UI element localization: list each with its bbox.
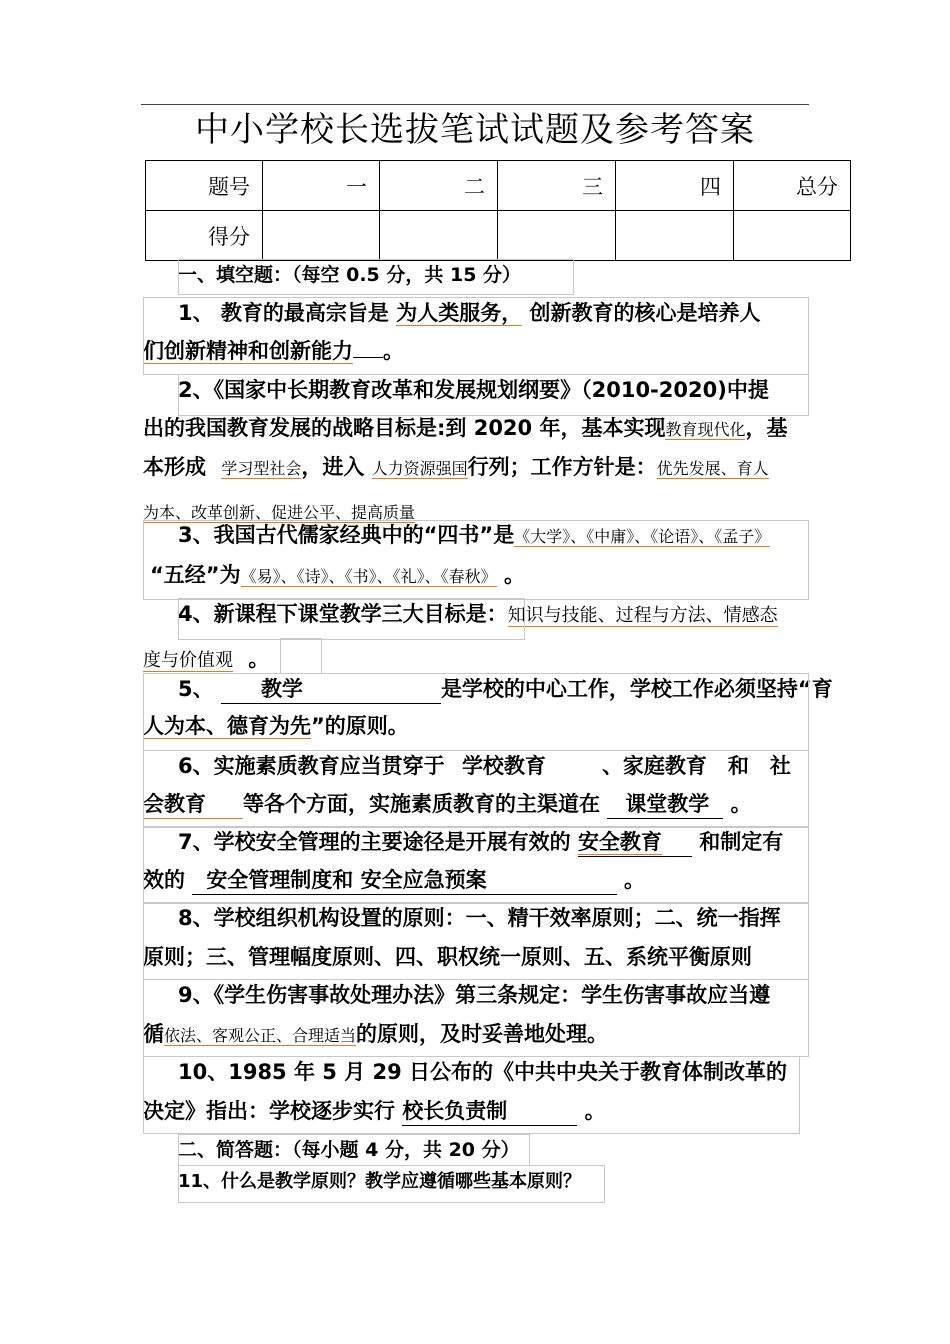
answer: 安全管理制度和 安全应急预案: [206, 868, 487, 892]
score-header-cell: 题号: [146, 161, 263, 211]
score-row-label: 得分: [146, 211, 263, 261]
answer-blank: [353, 357, 383, 358]
score-cell[interactable]: [380, 211, 498, 261]
score-cell[interactable]: [734, 211, 851, 261]
answer-handwritten: 知识与技能、过程与方法、情感态: [507, 605, 778, 626]
question-text: 。: [623, 868, 645, 892]
answer-handwritten: 为本、改革创新、促进公平、提高质量: [143, 503, 416, 522]
question-7-line-2: [143, 866, 645, 895]
score-header-cell: 总分: [734, 161, 851, 211]
question-text: ”的原则。: [311, 714, 409, 738]
section-heading-fill-in: 一、填空题：（每空 0.5 分，共 15 分）: [178, 264, 522, 286]
question-6-line-2: [143, 790, 752, 819]
answer-blank: [607, 790, 723, 819]
score-header-cell: 四: [616, 161, 734, 211]
answer: 课堂教学: [625, 792, 710, 816]
question-text: 本形成: [143, 455, 206, 479]
answer-blank: [402, 1097, 577, 1126]
question-8-line-1: 8、学校组织机构设置的原则：一、精干效率原则；二、统一指挥: [178, 906, 781, 930]
answer: 们创新精神和创新能力: [143, 339, 353, 363]
question-4-line-2: [143, 645, 269, 675]
answer: 教学: [260, 677, 303, 701]
answer: 学校教育: [461, 754, 546, 778]
question-text: 。: [248, 647, 270, 671]
score-header-cell: 一: [263, 161, 380, 211]
score-cell[interactable]: [263, 211, 380, 261]
answer-blank: [221, 675, 441, 704]
answer: 人为本、德育为先: [143, 714, 311, 738]
answer: 安全教育: [577, 830, 662, 854]
question-text: 效的: [143, 868, 185, 892]
question-3-line-1: [178, 521, 770, 551]
score-header-cell: 二: [380, 161, 498, 211]
score-table-score-row: [146, 211, 851, 261]
question-11: 11、什么是教学原则？教学应遵循哪些基本原则？: [178, 1171, 582, 1192]
answer: 校长负责制: [402, 1099, 508, 1123]
question-text: 创新教育的核心是培养人: [522, 301, 761, 325]
answer-handwritten: 学习型社会: [221, 459, 302, 478]
question-4-line-1: [178, 600, 778, 630]
question-text: 5、: [178, 677, 214, 701]
question-text: 6、实施素质教育应当贯穿于: [178, 754, 445, 778]
document-title: 中小学校长选拔笔试试题及参考答案: [195, 110, 755, 150]
question-text: 3、我国古代儒家经典中的“四书”是: [178, 523, 515, 547]
question-text: ，基: [745, 416, 788, 440]
question-text: 循: [143, 1022, 164, 1046]
question-text: 7、学校安全管理的主要途径是开展有效的: [178, 830, 571, 854]
answer-handwritten: 依法、客观公正、合理适当: [164, 1026, 357, 1045]
answer-handwritten: 人力资源强国: [371, 459, 468, 478]
question-9-line-1: 9、《学生伤害事故处理办法》第三条规定：学生伤害事故应当遵: [178, 983, 771, 1007]
score-header-cell: 三: [498, 161, 616, 211]
question-8-line-2: 原则；三、管理幅度原则、四、职权统一原则、五、系统平衡原则: [143, 945, 752, 969]
score-cell[interactable]: [616, 211, 734, 261]
text-frame: [280, 638, 322, 674]
question-6-line-1: [178, 752, 791, 780]
question-text: “五经”为: [150, 563, 241, 587]
question-text: 行列；工作方针是：: [467, 455, 657, 479]
answer-blank: [578, 828, 692, 857]
question-7-line-1: [178, 828, 783, 857]
question-text: 是学校的中心工作，学校工作必须坚持“育: [440, 677, 833, 701]
answer-blank: [192, 866, 616, 895]
question-5-line-2: [143, 712, 409, 740]
question-2-line-1: 2、《国家中长期教育改革和发展规划纲要》（2010-2020)中提: [178, 378, 769, 402]
score-cell[interactable]: [498, 211, 616, 261]
answer-handwritten: 《易》、《诗》、《书》、《礼》、《春秋》: [240, 567, 497, 586]
question-1-line-2: [143, 337, 404, 365]
question-10-line-2: [143, 1097, 606, 1126]
question-3-line-2: [150, 561, 525, 591]
question-2-line-2: [143, 414, 787, 444]
question-9-line-2: [143, 1020, 608, 1050]
question-text: 。: [503, 563, 525, 587]
answer-handwritten: 优先发展、育人: [656, 459, 769, 478]
question-text: 的原则，及时妥善地处理。: [356, 1022, 609, 1046]
question-text: 。: [383, 339, 404, 363]
question-10-line-1: 10、1985 年 5 月 29 日公布的《中共中央关于教育体制改革的: [178, 1060, 788, 1084]
question-text: 、家庭教育 和 社: [601, 754, 791, 778]
question-text: 等各个方面，实施素质教育的主渠道在: [243, 792, 600, 816]
question-1-line-1: [178, 299, 761, 327]
answer-handwritten: 《大学》、《中庸》、《论语》、《孟子》: [514, 527, 771, 546]
answer: 会教育: [143, 790, 243, 819]
question-2-line-3: [143, 453, 769, 483]
question-text: 出的我国教育发展的战略目标是:到 2020 年，基本实现: [143, 416, 666, 440]
question-5-line-1: [178, 675, 833, 704]
question-text: 。: [730, 792, 752, 816]
question-text: 4、新课程下课堂教学三大目标是：: [178, 602, 508, 626]
answer-handwritten: 教育现代化: [665, 420, 746, 439]
score-table-header-row: [146, 161, 851, 211]
score-table: [145, 160, 851, 261]
question-text: 1、 教育的最高宗旨是: [178, 301, 389, 325]
question-text: ，进入: [301, 455, 365, 479]
answer-handwritten: 度与价值观: [143, 650, 233, 671]
answer: 为人类服务，: [396, 301, 523, 325]
question-text: 决定》指出：学校逐步实行: [143, 1099, 395, 1123]
question-text: 和制定有: [699, 830, 784, 854]
section-heading-short-answer: 二、简答题：（每小题 4 分，共 20 分）: [178, 1139, 520, 1161]
question-text: 。: [584, 1099, 606, 1123]
